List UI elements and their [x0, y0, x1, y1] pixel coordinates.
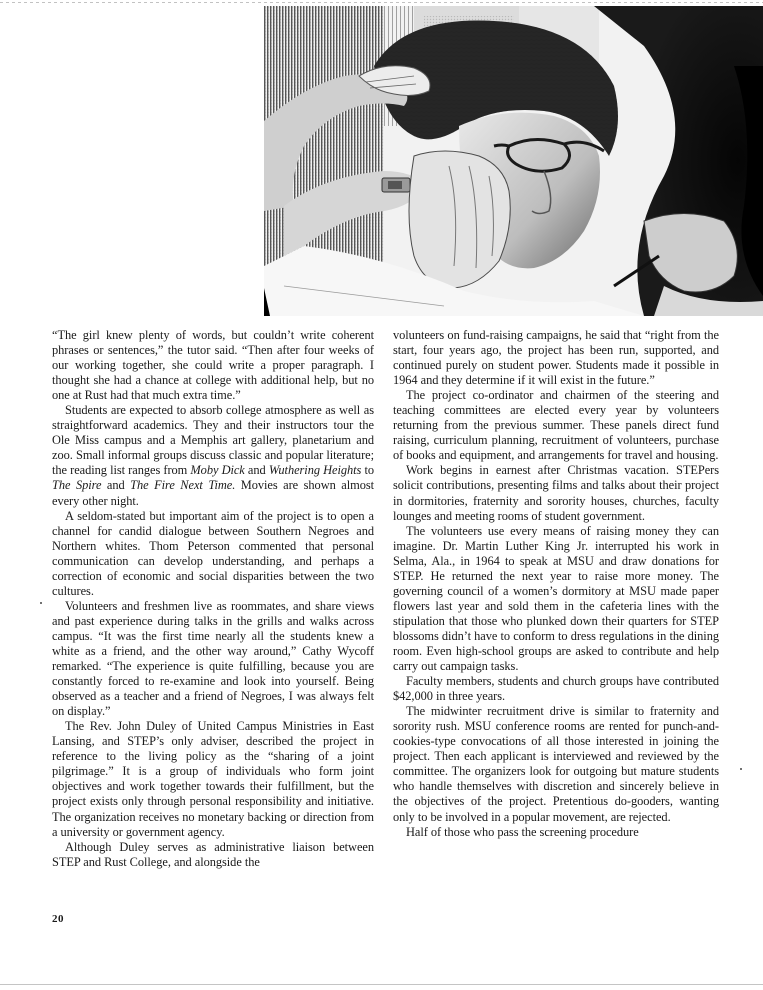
scan-edge-bottom [0, 984, 763, 985]
text-run: volunteers on fund-raising campaigns, he said that “right from the start, four years ago, the project has been run, supported, and continued purely on student power. Students made it possible in 1964 and they determine if it will exist in the future.” [393, 328, 719, 388]
article-photo [264, 6, 763, 316]
paragraph [393, 524, 719, 674]
paragraph [393, 825, 719, 840]
paragraph [393, 388, 719, 463]
italic-title: Moby Dick [190, 463, 245, 478]
paragraph [393, 463, 719, 523]
text-run: The midwinter recruitment drive is similar to fraternity and sorority rush. MSU conference rooms are rented for punch-and-cookies-type convocations of all those interested in joining the project. Then each applicant is interviewed and reviewed by the committee. The organizers look for outgoing but mature students who handle themselves with discretion and sincerely believe in the objectives of the project. Pretentious do-gooders, wanting only to be involved in a popular movement, are rejected. [393, 704, 719, 824]
text-run: Movies are shown almost every other night. [52, 478, 374, 508]
text-run: The volunteers use every means of raising money they can imagine. Dr. Martin Luther King Jr. interrupted his work in Selma, Ala., in 1964 to speak at MSU and draw donations for STEP. He returned the next year to raise more money. The governing council of a women’s dormitory at MSU made paper flowers last year and sold them in the cafeteria lines with the stipulation that those who plunked down their quarters for STEP blossoms didn’t have to conform to dress regulations in the dining room. Even high-school groups are asked to contribute and help carry out campaign tasks. [393, 523, 719, 674]
paragraph [52, 719, 374, 839]
paragraph [52, 403, 374, 508]
paragraph [52, 599, 374, 719]
scan-speck [40, 602, 42, 604]
text-run: to [361, 463, 375, 478]
photo-students-reading-icon [264, 6, 763, 316]
text-run: Faculty members, students and church groups have contributed $42,000 in three years. [393, 674, 719, 704]
italic-title: Wuthering Heights [268, 463, 362, 478]
text-run: Work begins in earnest after Christmas vacation. STEPers solicit contributions, presenting films and talks about their project in dormitories, fraternity and sorority houses, churches, faculty lounges and meeting rooms of student government. [393, 463, 719, 523]
paragraph [393, 704, 719, 824]
paragraph [52, 328, 374, 403]
italic-title: The Spire [52, 478, 102, 493]
paragraph [393, 328, 719, 388]
text-run: Half of those who pass the screening procedure [406, 824, 639, 839]
paragraph [393, 674, 719, 704]
text-run: and [244, 463, 269, 478]
scan-edge-top [0, 2, 763, 3]
text-run: and [101, 478, 131, 493]
text-column-left [52, 328, 374, 870]
page-number: 20 [52, 913, 64, 925]
text-run: A seldom-stated but important aim of the project is to open a channel for candid dialogue between Southern Negroes and Northern whites. Thom Peterson commented that personal communication can develop understanding, and perhaps a correction of economic and social disparities between the two cultures. [52, 508, 374, 598]
paragraph [52, 840, 374, 870]
text-run: The Rev. John Duley of United Campus Ministries in East Lansing, and STEP’s only adviser, described the project in reference to the living policy as the “sharing of a joint pilgrimage.” It is a group of individuals who form joint objectives and work together towards their fulfillment, but the project exists only through personal responsibility and initiative. The organization receives no monetary backing or direction from a university or government agency. [52, 719, 374, 839]
text-run: “The girl knew plenty of words, but couldn’t write coherent phrases or sentences,” the tutor said. “Then after four weeks of our working together, she could write a proper paragraph. I thought she had a chance at college with additional help, but no one at Rust had that much extra time.” [52, 328, 374, 403]
italic-title: The Fire Next Time. [130, 478, 236, 493]
text-run: Volunteers and freshmen live as roommates, and share views and past experience during talks in the grills and walks across campus. “It was the first time nearly all the students knew a white as a friend, and the other way around,” Cathy Wycoff remarked. “The experience is quite fulfilling, because you are constantly forced to re-examine and look into yourself. Being observed as a teacher and a friend of Negroes, I was always felt on display.” [52, 598, 374, 719]
text-run: The project co-ordinator and chairmen of the steering and teaching committees are elected every year by volunteers returning from the previous summer. These panels direct fund raising, curriculum planning, recruitment of volunteers, purchase of books and equipment, and arrangements for travel and housing. [393, 388, 719, 463]
text-column-right [393, 328, 719, 840]
paragraph [52, 509, 374, 599]
text-run: Although Duley serves as administrative liaison between STEP and Rust College, and alongside the [52, 839, 374, 869]
text-run: Students are expected to absorb college atmosphere as well as straightforward academics. They and their instructors tour the Ole Miss campus and a Memphis art gallery, planetarium and zoo. Small informal groups discuss classic and popular literature; the reading list ranges from [52, 403, 374, 478]
scan-speck [740, 768, 742, 770]
